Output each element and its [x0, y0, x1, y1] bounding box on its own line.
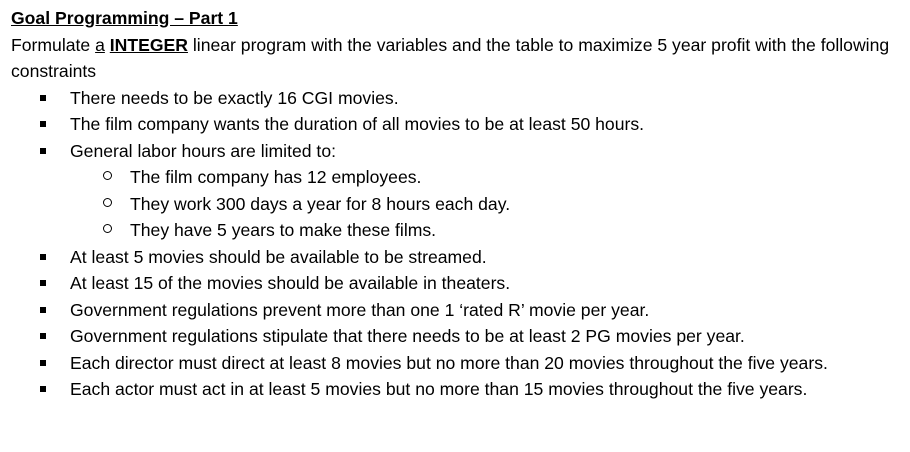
page-title: Goal Programming – Part 1 — [11, 8, 238, 28]
sublist-item: They have 5 years to make these films. — [11, 217, 899, 244]
list-item: There needs to be exactly 16 CGI movies. — [11, 85, 899, 112]
intro-integer: INTEGER — [109, 34, 188, 55]
circle-bullet-icon — [103, 171, 112, 180]
circle-bullet-icon — [103, 198, 112, 207]
circle-bullet-icon — [103, 224, 112, 233]
square-bullet-icon — [40, 254, 46, 260]
list-item: Each actor must act in at least 5 movies but no more than 15 movies throughout the five years. — [11, 376, 899, 403]
square-bullet-icon — [40, 121, 46, 127]
list-item: Government regulations prevent more than one 1 ‘rated R’ movie per year. — [11, 297, 899, 324]
list-item: The film company wants the duration of all movies to be at least 50 hours. — [11, 111, 899, 138]
square-bullet-icon — [40, 280, 46, 286]
intro-paragraph — [11, 32, 899, 85]
sublist-item: The film company has 12 employees. — [11, 164, 899, 191]
intro-pre: Formulate — [11, 34, 96, 55]
list-item: At least 5 movies should be available to be streamed. — [11, 244, 899, 271]
square-bullet-icon — [40, 307, 46, 313]
square-bullet-icon — [40, 148, 46, 154]
square-bullet-icon — [40, 333, 46, 339]
labor-sublist — [11, 164, 899, 244]
square-bullet-icon — [40, 95, 46, 101]
list-item: At least 15 of the movies should be available in theaters. — [11, 270, 899, 297]
sublist-item: They work 300 days a year for 8 hours each day. — [11, 191, 899, 218]
list-item: Each director must direct at least 8 movies but no more than 20 movies throughout the five years. — [11, 350, 899, 377]
intro-a: a — [95, 34, 105, 55]
constraint-list — [11, 85, 899, 403]
square-bullet-icon — [40, 386, 46, 392]
square-bullet-icon — [40, 360, 46, 366]
intro-post: linear program with the variables and the table to maximize 5 year profit with the following constraints — [11, 34, 890, 81]
list-item: General labor hours are limited to: The film company has 12 employees. They work 300 days a year for 8 hours each day. They have 5 years to make these films. — [11, 138, 899, 244]
list-item: Government regulations stipulate that there needs to be at least 2 PG movies per year. — [11, 323, 899, 350]
